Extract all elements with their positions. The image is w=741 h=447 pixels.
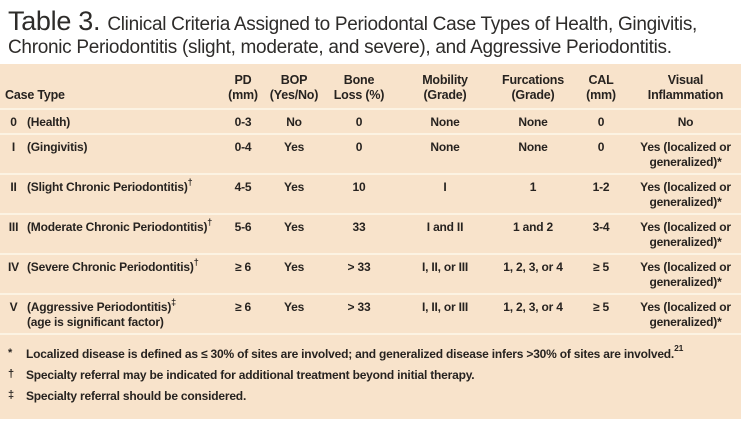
case-type-cell (0, 256, 220, 275)
footnote-text (26, 368, 474, 382)
visual-inflammation-cell: No (677, 114, 694, 129)
mobility-cell: I (443, 179, 447, 194)
cal-cell: 0 (597, 139, 605, 154)
pd-cell: 4-5 (234, 179, 252, 194)
mobility-cell: I, II, or III (421, 299, 469, 314)
header-bop: BOP (Yes/No) (269, 73, 319, 102)
footnote (8, 389, 733, 403)
table-title-text: Clinical Criteria Assigned to Periodontal Case Types of Health, Gingivitis, Chronic Periodontitis (slight, moderate, and severe), and Aggressive Periodontitis. (8, 14, 697, 59)
header-bone-loss: Bone Loss (%) (333, 73, 385, 102)
header-mobility: Mobility (Grade) (422, 73, 468, 102)
mobility-cell: I and II (426, 219, 464, 234)
case-name: (Gingivitis) (27, 139, 88, 154)
bop-cell: Yes (283, 259, 305, 274)
bone-loss-cell: 0 (355, 139, 363, 154)
bone-loss-cell: 33 (352, 219, 366, 234)
bop-cell: Yes (283, 299, 305, 314)
visual-inflammation-cell: Yes (localized or generalized)* (640, 259, 731, 289)
pd-cell: 0-3 (234, 114, 252, 129)
table-row (0, 255, 741, 295)
case-type-cell (0, 140, 220, 155)
bop-cell: Yes (283, 139, 305, 154)
footnote-text (26, 342, 684, 361)
footnote (8, 368, 733, 382)
furcations-cell: 1, 2, 3, or 4 (503, 259, 563, 274)
case-numeral: V (9, 299, 18, 314)
pd-cell: 5-6 (234, 219, 252, 234)
case-name: (Slight Chronic Periodontitis) (27, 179, 188, 194)
header-visual-inflammation: Visual Inflammation (647, 73, 724, 102)
footnote-text (26, 389, 246, 403)
cal-cell: ≥ 5 (593, 299, 609, 314)
bone-loss-cell: > 33 (347, 299, 371, 314)
case-description (27, 216, 213, 235)
case-description (27, 115, 70, 130)
case-numeral: IV (8, 259, 19, 274)
footnote-marker: ‡ (8, 389, 14, 402)
pd-cell: ≥ 6 (235, 299, 251, 314)
bone-loss-cell: 10 (352, 179, 366, 194)
case-type-cell (0, 296, 220, 330)
visual-inflammation-cell: Yes (localized or generalized)* (640, 299, 731, 329)
cal-cell: 0 (597, 114, 605, 129)
case-type-cell (0, 176, 220, 195)
case-description (27, 296, 176, 330)
case-name: (Moderate Chronic Periodontitis) (27, 219, 208, 234)
case-type-cell (0, 216, 220, 235)
case-footnote-marker: ‡ (171, 296, 176, 307)
footnotes (0, 335, 741, 419)
footnote-marker: † (8, 368, 14, 381)
pd-cell: 0-4 (234, 139, 252, 154)
header-case-type: Case Type (5, 87, 65, 102)
table-body (0, 110, 741, 335)
case-numeral: I (11, 139, 16, 154)
bop-cell: Yes (283, 179, 305, 194)
case-numeral: II (10, 179, 17, 194)
mobility-cell: None (430, 114, 460, 129)
table-caption (0, 0, 720, 64)
mobility-cell: None (430, 139, 460, 154)
cal-cell: 3-4 (592, 219, 610, 234)
furcations-cell: None (518, 114, 548, 129)
footnote-reference-superscript: 21 (674, 342, 684, 353)
table-number: Table 3. (8, 6, 101, 36)
footnote-body: Specialty referral should be considered. (26, 389, 247, 404)
mobility-cell: I, II, or III (421, 259, 469, 274)
footnote-body: Localized disease is defined as ≤ 30% of sites are involved; and generalized disease infers >30% of sites are involved. (26, 346, 675, 361)
case-footnote-marker: † (193, 256, 199, 267)
visual-inflammation-cell: Yes (localized or generalized)* (640, 219, 731, 249)
table-row (0, 135, 741, 175)
table-row (0, 175, 741, 215)
header-pd: PD (mm) (228, 73, 258, 102)
case-type-cell (0, 115, 220, 130)
cal-cell: 1-2 (592, 179, 610, 194)
header-cal: CAL (mm) (586, 73, 616, 102)
visual-inflammation-cell: Yes (localized or generalized)* (640, 179, 731, 209)
case-name: (Severe Chronic Periodontitis) (27, 259, 194, 274)
case-name: (Health) (27, 114, 71, 129)
bone-loss-cell: 0 (355, 114, 363, 129)
case-numeral: III (8, 219, 19, 234)
case-description (27, 140, 87, 155)
footnote-marker: * (8, 346, 13, 359)
furcations-cell: None (518, 139, 548, 154)
furcations-cell: 1 and 2 (513, 219, 553, 234)
furcations-cell: 1, 2, 3, or 4 (503, 299, 563, 314)
table-header-row (0, 64, 741, 110)
case-footnote-marker: † (207, 216, 213, 227)
case-name-line2: (age is significant factor) (27, 314, 164, 329)
periodontal-case-table (0, 64, 741, 419)
bop-cell: No (286, 114, 302, 129)
visual-inflammation-cell: Yes (localized or generalized)* (640, 139, 731, 169)
header-furcations: Furcations (Grade) (502, 73, 564, 102)
table-row (0, 110, 741, 135)
case-description (27, 176, 193, 195)
footnote (8, 342, 733, 361)
case-numeral: 0 (10, 114, 17, 129)
bone-loss-cell: > 33 (347, 259, 371, 274)
table-row (0, 295, 741, 335)
case-description (27, 256, 199, 275)
pd-cell: ≥ 6 (235, 259, 251, 274)
table-row (0, 215, 741, 255)
case-name: (Aggressive Periodontitis) (27, 299, 172, 314)
cal-cell: ≥ 5 (593, 259, 609, 274)
footnote-body: Specialty referral may be indicated for additional treatment beyond initial therapy. (26, 368, 475, 383)
case-footnote-marker: † (187, 176, 193, 187)
furcations-cell: 1 (529, 179, 537, 194)
bop-cell: Yes (283, 219, 305, 234)
